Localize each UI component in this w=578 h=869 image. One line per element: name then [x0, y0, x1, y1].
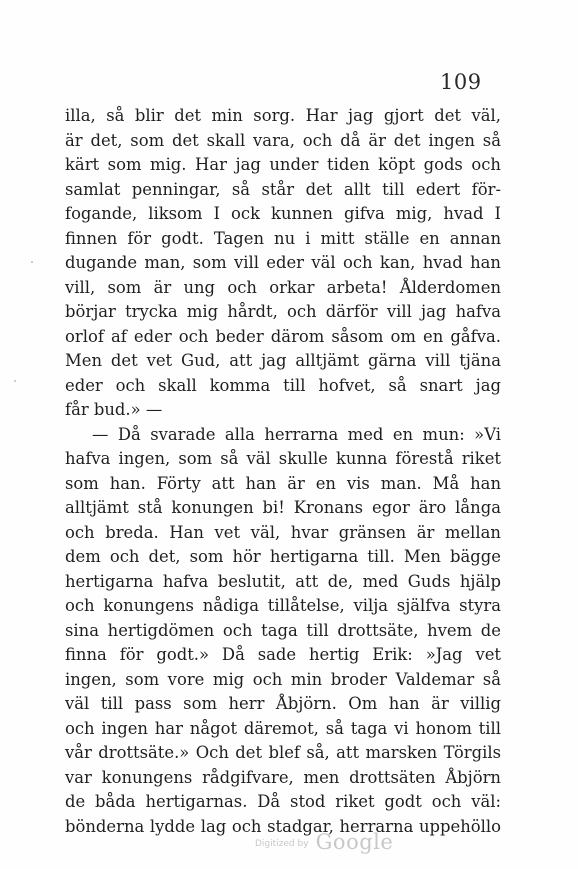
text-line: ingen, som vore mig och min broder Valdemar så — [65, 669, 501, 689]
text-line: finna för godt.» Då sade hertig Erik: »Jag vet — [65, 645, 501, 664]
text-line: och konungens nådiga tillåtelse, vilja själfva styra — [65, 596, 501, 615]
text-line: vår drottsäte.» Och det blef så, att marsken Törgils — [65, 743, 501, 762]
watermark-prefix: Digitized by — [255, 839, 309, 849]
text-line: Men det vet Gud, att jag alltjämt gärna vill tjäna — [65, 351, 501, 370]
text-line: de båda hertigarnas. Då stod riket godt och väl: — [65, 792, 501, 811]
text-line: eder och skall komma till hofvet, så snart jag — [65, 375, 501, 395]
text-line: sina hertigdömen och taga till drottsäte, hvem de — [65, 620, 501, 640]
text-line: dugande man, som vill eder väl och kan, hvad han — [65, 253, 501, 272]
text-line: orlof af eder och beder därom såsom om en gåfva. — [65, 326, 501, 346]
text-line: och breda. Han vet väl, hvar gränsen är mellan — [65, 522, 501, 542]
text-line: bönderna lydde lag och stadgar, herrarna uppehöllo — [65, 816, 501, 836]
text-line: som han. Förty att han är en vis man. Må han — [65, 473, 501, 493]
text-line: hafva ingen, som så väl skulle kunna förestå riket — [65, 449, 501, 468]
paper-speck — [31, 261, 33, 263]
text-line: finnen för godt. Tagen nu i mitt ställe en annan — [65, 228, 501, 248]
text-line: — Då svarade alla herrarna med en mun: »Vi — [92, 424, 501, 444]
page-number: 109 — [440, 70, 482, 94]
text-line: alltjämt stå konungen bi! Kronans egor äro långa — [65, 498, 501, 517]
text-line: var konungens rådgifvare, men drottsäten Åbjörn — [65, 767, 501, 787]
digitized-watermark — [255, 830, 393, 854]
text-line: dem och det, som hör hertigarna till. Men bägge — [65, 547, 501, 566]
body-text — [65, 104, 501, 839]
text-line: illa, så blir det min sorg. Har jag gjort det väl, — [65, 106, 501, 125]
text-line: börjar trycka mig hårdt, och därför vill jag hafva — [65, 302, 501, 321]
text-line: vill, som är ung och orkar arbeta! Ålderdomen — [65, 277, 501, 297]
text-line: och ingen har något däremot, så taga vi honom till — [65, 718, 501, 738]
text-line: väl till pass som herr Åbjörn. Om han är villig — [65, 694, 501, 713]
text-line: hertigarna hafva beslutit, att de, med Guds hjälp — [65, 571, 501, 591]
text-line: är det, som det skall vara, och då är det ingen så — [65, 130, 501, 150]
text-line: fogande, liksom I ock kunnen gifva mig, hvad I — [65, 204, 501, 223]
text-line: kärt som mig. Har jag under tiden köpt gods och — [65, 155, 501, 174]
paper-speck — [14, 380, 16, 382]
text-line: samlat penningar, så står det allt till edert för- — [65, 179, 501, 199]
text-line: får bud.» — — [65, 400, 163, 419]
watermark-brand: Google — [315, 830, 394, 854]
